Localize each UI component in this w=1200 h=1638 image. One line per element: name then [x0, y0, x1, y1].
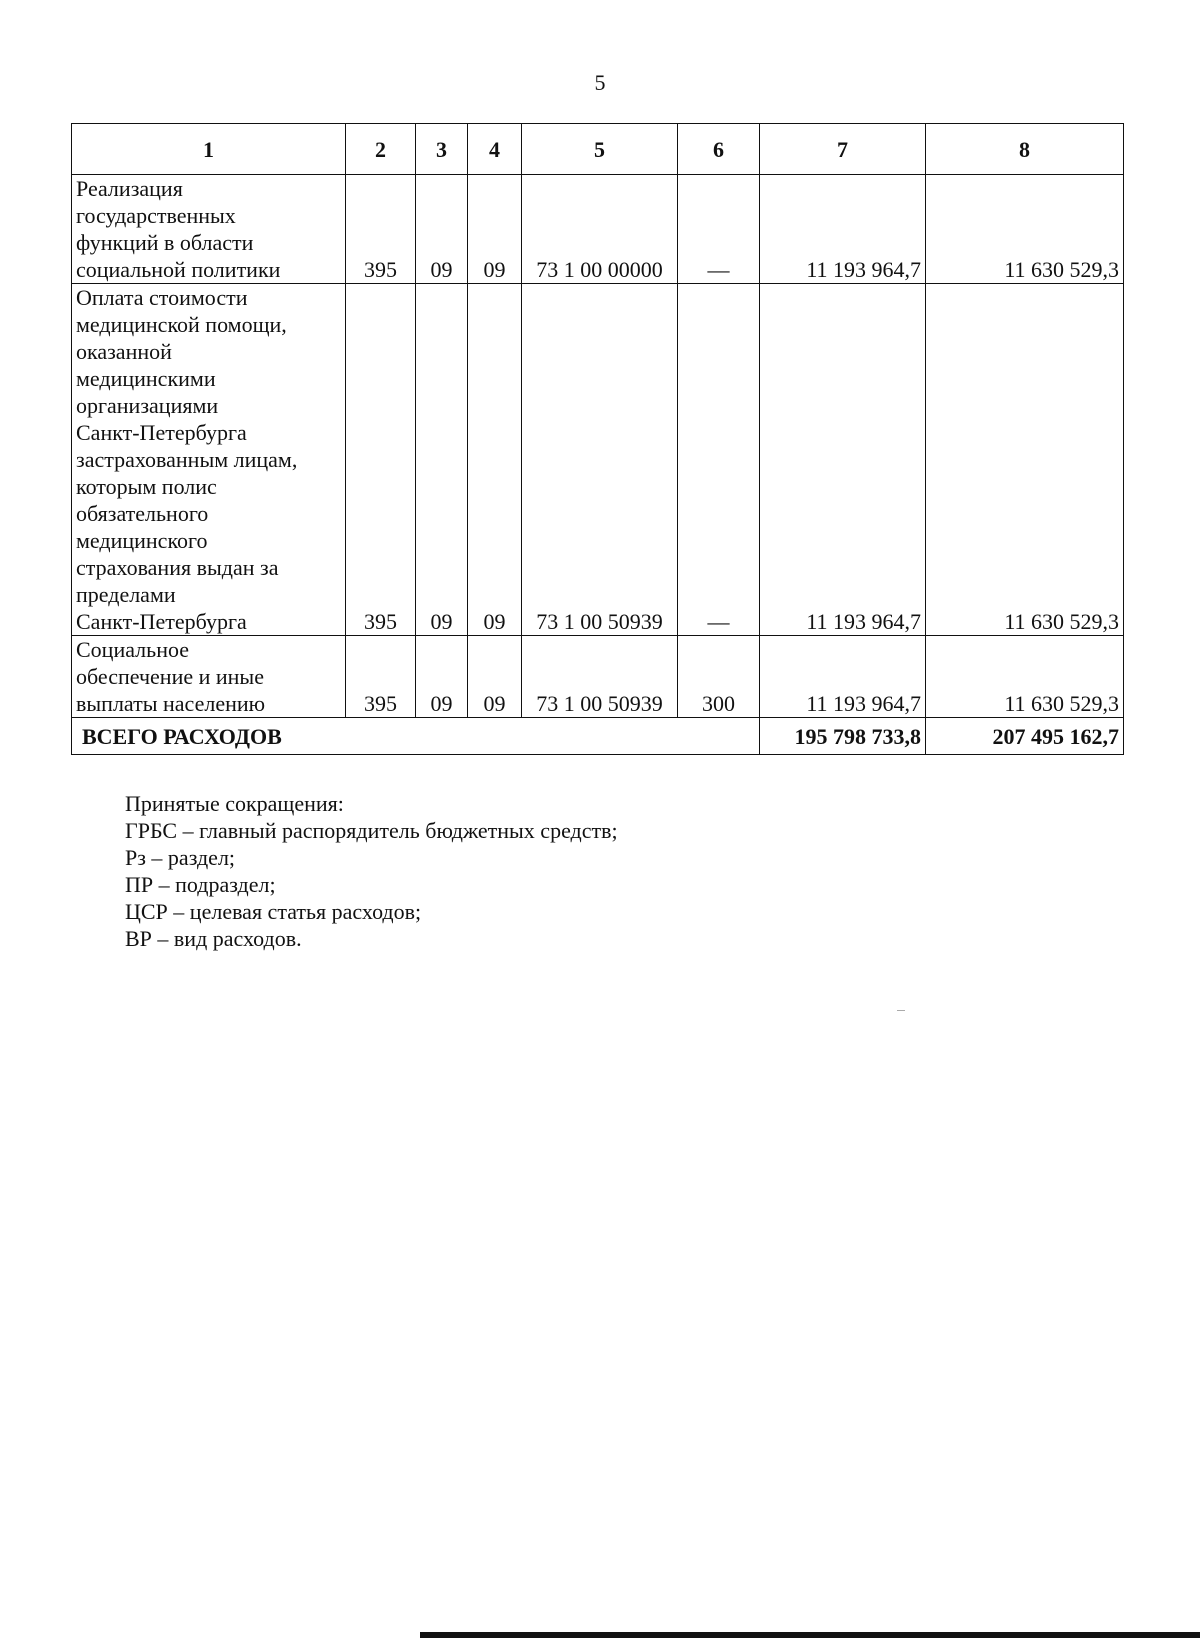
scan-edge-shadow [420, 1632, 1200, 1638]
abbreviation-line: ВР – вид расходов. [125, 926, 302, 951]
total-col8-cell: 207 495 162,7 [926, 718, 1124, 755]
expense-name-line: социальной политики [76, 257, 281, 282]
target-article-cell: 73 1 00 00000 [522, 175, 678, 284]
section-cell: 09 [416, 175, 468, 284]
expense-name-line: Реализация [76, 176, 183, 201]
expense-name-line: Социальное [76, 637, 189, 662]
table-row [72, 284, 1124, 636]
amount-col8-cell: 11 630 529,3 [926, 636, 1124, 718]
total-label: ВСЕГО РАСХОДОВ [72, 718, 760, 755]
abbreviation-line: ГРБС – главный распорядитель бюджетных средств; [125, 818, 618, 843]
expense-name-line: оказанной [76, 339, 172, 364]
subsection-cell: 09 [468, 175, 522, 284]
amount-col7-cell: 11 193 964,7 [760, 636, 926, 718]
expense-type-cell: — [678, 284, 760, 636]
expense-name-line: организациями [76, 393, 219, 418]
scan-speck [897, 1010, 905, 1011]
abbreviations-notes [125, 790, 618, 952]
column-header: 2 [346, 124, 416, 175]
expense-name-cell [72, 636, 346, 718]
column-header: 3 [416, 124, 468, 175]
expense-name-line: пределами [76, 582, 176, 607]
column-header: 7 [760, 124, 926, 175]
abbreviation-line: ПР – подраздел; [125, 872, 276, 897]
abbreviation-line: Рз – раздел; [125, 845, 236, 870]
expense-type-cell: — [678, 175, 760, 284]
column-header: 4 [468, 124, 522, 175]
page-number: 5 [594, 70, 606, 95]
target-article-cell: 73 1 00 50939 [522, 636, 678, 718]
column-header: 6 [678, 124, 760, 175]
expense-name-line: застрахованным лицам, [76, 447, 298, 472]
table-header-row [72, 124, 1124, 175]
amount-col7-cell: 11 193 964,7 [760, 175, 926, 284]
grbs-cell: 395 [346, 284, 416, 636]
expense-name-line: выплаты населению [76, 691, 266, 716]
amount-col7-cell: 11 193 964,7 [760, 284, 926, 636]
target-article-cell: 73 1 00 50939 [522, 284, 678, 636]
grbs-cell: 395 [346, 636, 416, 718]
amount-col8-cell: 11 630 529,3 [926, 284, 1124, 636]
expense-name-line: государственных [76, 203, 236, 228]
budget-table [71, 123, 1124, 755]
expense-name-line: медицинского [76, 528, 208, 553]
expense-name-line: Оплата стоимости [76, 285, 248, 310]
expense-name-line: обеспечение и иные [76, 664, 264, 689]
total-row [72, 718, 1124, 755]
expense-name-line: функций в области [76, 230, 254, 255]
expense-name-line: Санкт-Петербурга [76, 609, 247, 634]
subsection-cell: 09 [468, 284, 522, 636]
column-header: 5 [522, 124, 678, 175]
expense-name-cell [72, 284, 346, 636]
section-cell: 09 [416, 636, 468, 718]
expense-name-cell [72, 175, 346, 284]
section-cell: 09 [416, 284, 468, 636]
amount-col8-cell: 11 630 529,3 [926, 175, 1124, 284]
expense-name-line: медицинскими [76, 366, 216, 391]
expense-name-line: Санкт-Петербурга [76, 420, 247, 445]
total-col7-cell: 195 798 733,8 [760, 718, 926, 755]
column-header: 8 [926, 124, 1124, 175]
expense-name-line: страхования выдан за [76, 555, 279, 580]
subsection-cell: 09 [468, 636, 522, 718]
notes-heading: Принятые сокращения: [125, 791, 344, 816]
table-row [72, 636, 1124, 718]
expense-name-line: медицинской помощи, [76, 312, 287, 337]
expense-name-line: обязательного [76, 501, 209, 526]
expense-type-cell: 300 [678, 636, 760, 718]
abbreviation-line: ЦСР – целевая статья расходов; [125, 899, 422, 924]
table-row [72, 175, 1124, 284]
expense-name-line: которым полис [76, 474, 217, 499]
column-header: 1 [72, 124, 346, 175]
grbs-cell: 395 [346, 175, 416, 284]
